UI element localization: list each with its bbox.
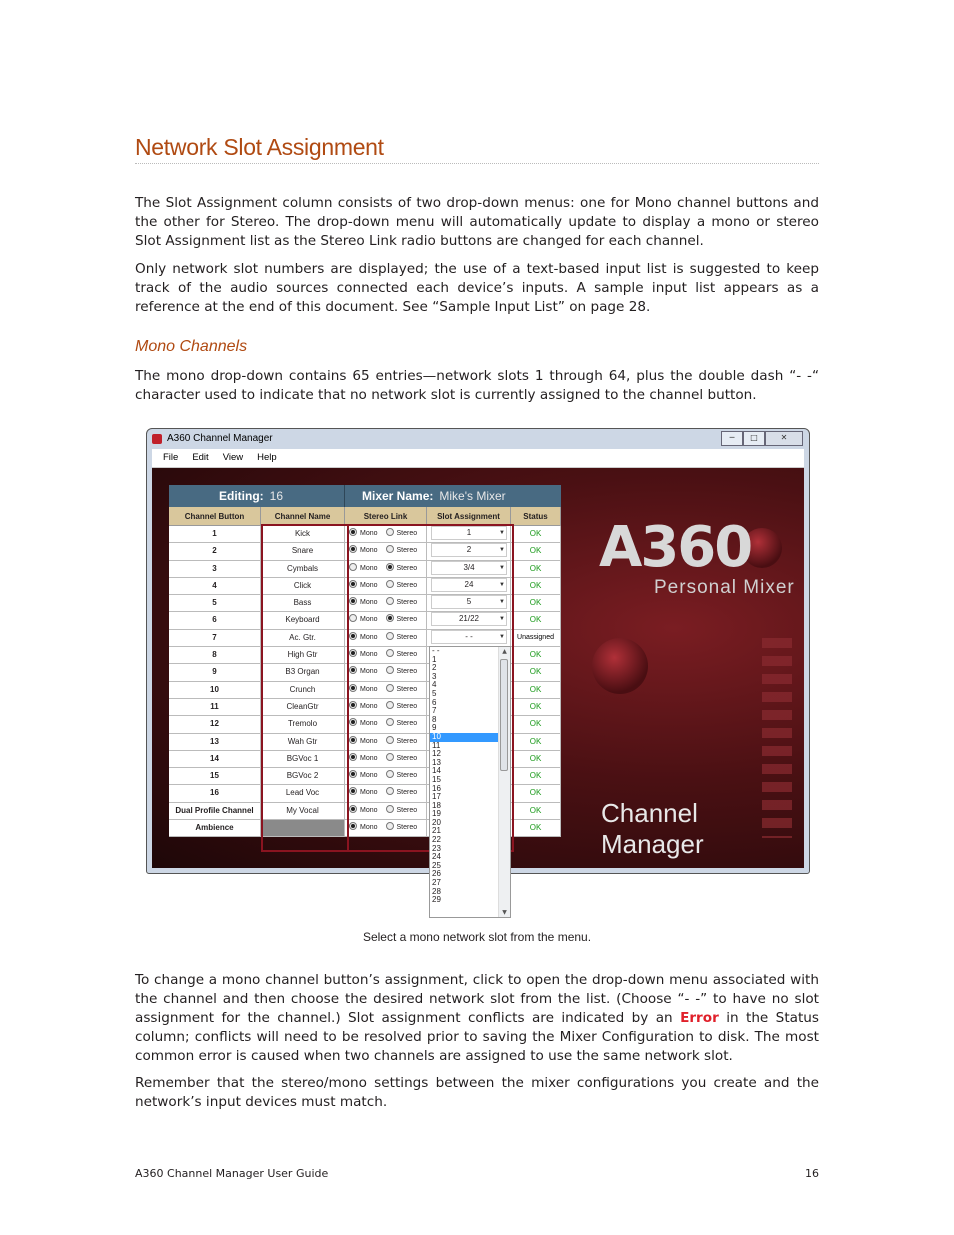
paragraph-stereo-mono-match: Remember that the stereo/mono settings between the mixer configurations you create and the network’s input devices must match. — [135, 1075, 819, 1110]
channel-name-cell[interactable]: B3 Organ — [261, 664, 345, 681]
stereo-link-cell: Mono Stereo — [345, 682, 427, 699]
channel-button-cell: 10 — [169, 682, 261, 699]
stereo-radio[interactable] — [386, 632, 394, 640]
table-row[interactable] — [169, 595, 561, 612]
status-cell: Unassigned — [511, 630, 561, 647]
channel-button-cell: 6 — [169, 612, 261, 629]
stereo-radio[interactable] — [386, 684, 394, 692]
dropdown-option[interactable]: 19 — [432, 809, 441, 819]
stereo-link-cell: Mono Stereo — [345, 664, 427, 681]
mono-radio[interactable] — [349, 666, 357, 674]
stereo-radio[interactable] — [386, 787, 394, 795]
table-row[interactable] — [169, 612, 561, 629]
slot-select[interactable]: 1 ▼ — [431, 526, 507, 540]
status-cell: OK — [511, 803, 561, 820]
channel-button-cell: 8 — [169, 647, 261, 664]
dropdown-option[interactable]: 26 — [432, 869, 441, 879]
dropdown-scrollbar[interactable] — [498, 647, 510, 917]
grid-header-row — [169, 507, 561, 526]
paragraph-slot-numbers: Only network slot numbers are displayed; the use of a text-based input list is suggested to keep track of the audio sources connected each device’s inputs. A sample input list appears as a reference at the end of this document. See “Sample Input List” on page 28. — [135, 261, 819, 315]
error-term: Error — [680, 1010, 719, 1026]
table-row[interactable] — [169, 543, 561, 560]
channel-button-cell: 16 — [169, 785, 261, 802]
mono-radio[interactable] — [349, 632, 357, 640]
dropdown-arrow-icon[interactable]: ▼ — [499, 633, 505, 640]
stereo-radio[interactable] — [386, 822, 394, 830]
channel-name-cell[interactable]: Crunch — [261, 682, 345, 699]
menu-bar — [152, 449, 804, 468]
dropdown-arrow-icon[interactable]: ▼ — [499, 616, 505, 623]
mono-radio[interactable] — [349, 597, 357, 605]
knob-graphic — [592, 638, 648, 694]
stereo-radio[interactable] — [386, 770, 394, 778]
channel-name-cell[interactable]: Tremolo — [261, 716, 345, 733]
channel-name-cell[interactable]: Bass — [261, 595, 345, 612]
stereo-link-cell: Mono Stereo — [345, 612, 427, 629]
stereo-radio[interactable] — [386, 563, 394, 571]
editing-value: 16 — [269, 489, 284, 503]
dropdown-option[interactable]: 8 — [432, 714, 437, 724]
channel-name-cell[interactable]: Snare — [261, 543, 345, 560]
stereo-radio[interactable] — [386, 718, 394, 726]
scrollbar-thumb[interactable] — [500, 659, 508, 771]
figure-caption: Select a mono network slot from the menu. — [362, 930, 592, 944]
brand-logo: A360 — [599, 515, 752, 580]
channel-button-cell: 4 — [169, 578, 261, 595]
channel-name-cell[interactable]: Wah Gtr — [261, 734, 345, 751]
status-cell: OK — [511, 647, 561, 664]
dropdown-option[interactable]: - - — [432, 646, 440, 655]
mono-radio[interactable] — [349, 701, 357, 709]
status-cell: OK — [511, 768, 561, 785]
channel-name-cell[interactable]: Lead Voc — [261, 785, 345, 802]
status-cell: OK — [511, 820, 561, 837]
dropdown-option[interactable]: 6 — [432, 697, 437, 707]
stereo-radio[interactable] — [386, 701, 394, 709]
stereo-radio[interactable] — [386, 649, 394, 657]
slot-assignment-cell — [427, 612, 511, 629]
slot-assignment-cell — [427, 543, 511, 560]
mono-radio[interactable] — [349, 718, 357, 726]
status-cell: OK — [511, 543, 561, 560]
status-cell: OK — [511, 664, 561, 681]
channel-button-cell: 12 — [169, 716, 261, 733]
dropdown-option[interactable]: 20 — [432, 817, 441, 827]
stereo-link-cell: Mono Stereo — [345, 647, 427, 664]
dropdown-option[interactable]: 22 — [432, 835, 441, 845]
dropdown-arrow-icon[interactable]: ▼ — [499, 581, 505, 588]
mono-radio[interactable] — [349, 614, 357, 622]
dropdown-option[interactable]: 7 — [432, 706, 437, 716]
dropdown-option[interactable]: 14 — [432, 766, 441, 776]
channel-button-cell: 15 — [169, 768, 261, 785]
channel-name-cell[interactable] — [261, 820, 345, 837]
page-title: Network Slot Assignment — [135, 134, 819, 164]
status-cell: OK — [511, 682, 561, 699]
menu-edit[interactable]: Edit — [192, 452, 209, 463]
dropdown-option[interactable]: 18 — [432, 800, 441, 810]
channel-name-cell[interactable]: Click — [261, 578, 345, 595]
subheading-mono-channels: Mono Channels — [135, 338, 248, 355]
stereo-radio[interactable] — [386, 753, 394, 761]
col-channel-button: Channel Button — [169, 507, 261, 526]
status-cell: OK — [511, 612, 561, 629]
stereo-link-cell: Mono Stereo — [345, 716, 427, 733]
window-controls — [721, 431, 803, 446]
paragraph-change-assignment: To change a mono channel button’s assignment, click to open the drop-down menu associated with the channel and then choose the desired network slot from the list. (Choose “- -” to have no slot assignment for the channel.) Slot assignment conflicts are indicated by an Error in the Status column; conflicts will need to be resolved prior to saving the Mixer Configuration to disk. The most common error is caused when two channels are assigned to use the same network slot. — [135, 972, 820, 1064]
dropdown-option[interactable]: 29 — [432, 895, 441, 905]
dropdown-arrow-icon[interactable]: ▼ — [499, 599, 505, 606]
mixer-name-label: Mixer Name: — [362, 489, 434, 503]
dropdown-arrow-icon[interactable]: ▼ — [499, 547, 505, 554]
mono-radio[interactable] — [349, 770, 357, 778]
dropdown-option[interactable]: 16 — [432, 783, 441, 793]
slot-select[interactable]: - - ▼ — [431, 630, 507, 644]
stereo-link-cell: Mono Stereo — [345, 751, 427, 768]
channel-button-cell: Ambience — [169, 820, 261, 837]
menu-file[interactable]: File — [163, 452, 179, 463]
mono-radio[interactable] — [349, 684, 357, 692]
dropdown-option[interactable]: 2 — [432, 663, 437, 673]
channel-name-cell[interactable]: High Gtr — [261, 647, 345, 664]
dropdown-option[interactable]: 11 — [432, 740, 441, 750]
stereo-link-cell: Mono Stereo — [345, 734, 427, 751]
table-row[interactable] — [169, 630, 561, 647]
slot-select[interactable]: 21/22 ▼ — [431, 612, 507, 626]
dropdown-option[interactable]: 12 — [432, 749, 441, 759]
dropdown-option[interactable]: 17 — [432, 792, 441, 802]
mono-radio[interactable] — [349, 563, 357, 571]
channel-name-cell[interactable]: BGVoc 2 — [261, 768, 345, 785]
channel-button-cell: 5 — [169, 595, 261, 612]
stereo-radio[interactable] — [386, 666, 394, 674]
stereo-radio[interactable] — [386, 528, 394, 536]
close-button[interactable]: ✕ — [765, 431, 803, 446]
channel-button-cell: 1 — [169, 526, 261, 543]
channel-name-cell[interactable]: Kick — [261, 526, 345, 543]
channel-button-cell: 7 — [169, 630, 261, 647]
mono-radio[interactable] — [349, 753, 357, 761]
stereo-link-cell: Mono Stereo — [345, 578, 427, 595]
dropdown-option[interactable]: 27 — [432, 878, 441, 888]
dropdown-arrow-icon[interactable]: ▼ — [499, 564, 505, 571]
status-cell: OK — [511, 578, 561, 595]
dropdown-option[interactable]: 3 — [432, 671, 437, 681]
paragraph-mono-dropdown: The mono drop-down contains 65 entries—network slots 1 through 64, plus the double dash “- -“ character used to indicate that no network slot is currently assigned to the channel button. — [135, 368, 819, 403]
menu-view[interactable]: View — [222, 452, 244, 463]
stereo-radio[interactable] — [386, 736, 394, 744]
slot-assignment-cell — [427, 595, 511, 612]
brand-tagline: Personal Mixer — [654, 577, 795, 598]
slot-assignment-cell — [427, 630, 511, 647]
channel-name-cell[interactable]: Ac. Gtr. — [261, 630, 345, 647]
footer-doc-title: A360 Channel Manager User Guide — [135, 1167, 329, 1180]
dropdown-option[interactable]: 25 — [432, 860, 441, 870]
slot-assignment-cell — [427, 561, 511, 578]
paragraph-intro: The Slot Assignment column consists of two drop-down menus: one for Mono channel buttons and the other for Stereo. The drop-down menu will automatically update to display a mono or stereo Slot Assignment list as the Stereo Link radio buttons are changed for each channel. — [135, 195, 819, 249]
mono-radio[interactable] — [349, 545, 357, 553]
window-title: A360 Channel Manager — [167, 433, 273, 444]
dropdown-option[interactable]: 9 — [432, 723, 437, 733]
col-status: Status — [511, 507, 561, 526]
table-row[interactable] — [169, 561, 561, 578]
slot-dropdown-list[interactable] — [429, 646, 511, 918]
status-cell: OK — [511, 595, 561, 612]
stereo-radio[interactable] — [386, 614, 394, 622]
scroll-down-icon[interactable]: ▼ — [502, 909, 507, 916]
channel-name-cell[interactable]: Cymbals — [261, 561, 345, 578]
slot-assignment-cell — [427, 578, 511, 595]
dropdown-option[interactable]: 5 — [432, 688, 437, 698]
channel-name-cell[interactable]: My Vocal — [261, 803, 345, 820]
slot-select[interactable]: 3/4 ▼ — [431, 561, 507, 575]
stereo-link-cell: Mono Stereo — [345, 630, 427, 647]
slot-assignment-cell — [427, 526, 511, 543]
scroll-up-icon[interactable]: ▲ — [502, 648, 507, 655]
status-cell: OK — [511, 751, 561, 768]
minimize-button[interactable]: ─ — [721, 431, 743, 446]
mono-radio[interactable] — [349, 736, 357, 744]
dropdown-arrow-icon[interactable]: ▼ — [499, 530, 505, 536]
mono-radio[interactable] — [349, 649, 357, 657]
menu-help[interactable]: Help — [257, 452, 277, 463]
status-cell: OK — [511, 526, 561, 543]
dropdown-option[interactable]: 23 — [432, 843, 441, 853]
dropdown-option[interactable]: 1 — [432, 654, 437, 664]
status-cell: OK — [511, 716, 561, 733]
col-slot-assignment: Slot Assignment — [427, 507, 511, 526]
stereo-link-cell: Mono Stereo — [345, 803, 427, 820]
stereo-link-cell: Mono Stereo — [345, 820, 427, 837]
footer-page-number: 16 — [805, 1167, 819, 1180]
maximize-button[interactable]: □ — [743, 431, 765, 446]
channel-name-cell[interactable]: CleanGtr — [261, 699, 345, 716]
status-cell: OK — [511, 561, 561, 578]
stereo-link-cell: Mono Stereo — [345, 785, 427, 802]
dropdown-option[interactable]: 15 — [432, 774, 441, 784]
stereo-radio[interactable] — [386, 805, 394, 813]
dropdown-option[interactable]: 10 — [430, 733, 498, 742]
brand-app-name: Channel Manager — [601, 798, 704, 859]
dropdown-option[interactable]: 28 — [432, 886, 441, 896]
stereo-link-cell: Mono Stereo — [345, 526, 427, 543]
status-cell: OK — [511, 734, 561, 751]
dropdown-option[interactable]: 24 — [432, 852, 441, 862]
table-row[interactable] — [169, 578, 561, 595]
dropdown-option[interactable]: 21 — [432, 826, 441, 836]
stereo-radio[interactable] — [386, 545, 394, 553]
channel-button-cell: 11 — [169, 699, 261, 716]
stereo-link-cell: Mono Stereo — [345, 699, 427, 716]
mono-radio[interactable] — [349, 528, 357, 536]
col-stereo-link: Stereo Link — [345, 507, 427, 526]
stereo-link-cell: Mono Stereo — [345, 543, 427, 560]
editing-label: Editing: — [219, 489, 264, 503]
table-row[interactable] — [169, 526, 561, 543]
mono-radio[interactable] — [349, 787, 357, 795]
dropdown-option[interactable]: 13 — [432, 757, 441, 767]
mono-radio[interactable] — [349, 822, 357, 830]
status-cell: OK — [511, 785, 561, 802]
channel-name-cell[interactable]: Keyboard — [261, 612, 345, 629]
channel-button-cell: 3 — [169, 561, 261, 578]
mixer-name-value[interactable]: Mike's Mixer — [439, 489, 506, 503]
grid-title-bar — [169, 485, 561, 507]
channel-button-cell: 14 — [169, 751, 261, 768]
col-channel-name: Channel Name — [261, 507, 345, 526]
stereo-radio[interactable] — [386, 580, 394, 588]
channel-button-cell: 2 — [169, 543, 261, 560]
slot-select[interactable]: 2 ▼ — [431, 543, 507, 557]
status-cell: OK — [511, 699, 561, 716]
channel-button-cell: 13 — [169, 734, 261, 751]
stereo-link-cell: Mono Stereo — [345, 768, 427, 785]
stereo-radio[interactable] — [386, 597, 394, 605]
slot-select[interactable]: 24 ▼ — [431, 578, 507, 592]
channel-button-cell: Dual Profile Channel — [169, 803, 261, 820]
channel-button-cell: 9 — [169, 664, 261, 681]
mono-radio[interactable] — [349, 580, 357, 588]
app-logo-icon — [152, 434, 162, 444]
stereo-link-cell: Mono Stereo — [345, 561, 427, 578]
slot-select[interactable]: 5 ▼ — [431, 595, 507, 609]
channel-name-cell[interactable]: BGVoc 1 — [261, 751, 345, 768]
dropdown-option[interactable]: 4 — [432, 680, 437, 690]
mono-radio[interactable] — [349, 805, 357, 813]
stereo-link-cell: Mono Stereo — [345, 595, 427, 612]
